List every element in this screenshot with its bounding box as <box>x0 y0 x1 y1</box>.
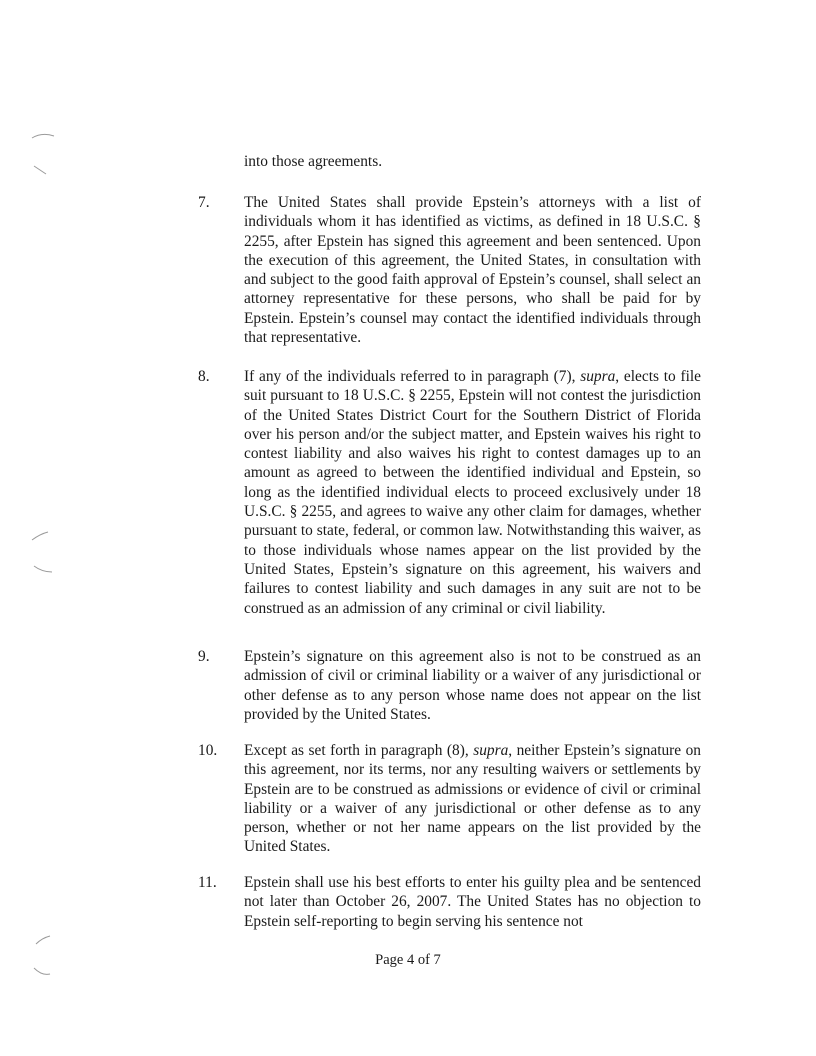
intro-text: into those agreements. <box>244 153 383 170</box>
paragraph-number-10: 10. <box>198 742 218 759</box>
paragraph-8-text-after: , elects to file suit pursuant to 18 U.S.C. § 2255, Epstein will not contest the jurisdiction of the United States District Court for the Southern District of Florida over his person and/or the subject matter, and Epstein waives his right to contest liability and also waives his right to contest damages up to an amount as agreed to between the identified individual and Epstein, so long as the identified individual elects to proceed exclusively under 18 U.S.C. § 2255, and agrees to waive any other claim for damages, whether pursuant to state, federal, or common law. Notwithstanding this waiver, as to those individuals whose names appear on the list provided by the United States, Epstein’s signature on this agreement, his waivers and failures to contest liability and such damages in any suit are not to be construed as an admission of any criminal or civil liability. <box>244 368 701 617</box>
scan-artifact-top <box>28 128 68 178</box>
paragraph-10-text-after: , neither Epstein’s signature on this agreement, nor its terms, nor any resulting waivers or settlements by Epstein are to be construed as admissions or evidence of civil or criminal liability or a waiver of any jurisdictional or other defense as to any person, whether or not her name appears on the list provided by the United States. <box>244 742 702 856</box>
paragraph-8-text <box>244 367 701 618</box>
paragraph-number-11: 11. <box>198 874 217 891</box>
paragraph-8-emphasis: supra <box>580 368 616 385</box>
paragraph-number-7: 7. <box>198 194 210 211</box>
paragraph-number-9: 9. <box>198 648 210 665</box>
paragraph-11-text: Epstein shall use his best efforts to enter his guilty plea and be sentenced not later than October 26, 2007. The United States has no objection to Epstein self-reporting to begin serving his sentence not <box>244 874 701 930</box>
scan-artifact-middle <box>26 528 66 578</box>
paragraph-7-text: The United States shall provide Epstein’s attorneys with a list of individuals whom it has identified as victims, as defined in 18 U.S.C. § 2255, after Epstein has signed this agreement and been sentenced. Upon the execution of this agreement, the United States, in consultation with and subject to the good faith approval of Epstein’s counsel, shall select an attorney representative for these persons, who shall be paid for by Epstein. Epstein’s counsel may contact the identified individuals through that representative. <box>244 194 701 347</box>
page-footer: Page 4 of 7 <box>375 952 441 968</box>
paragraph-8-text-before: If any of the individuals referred to in paragraph (7), <box>244 368 581 385</box>
paragraph-number-8: 8. <box>198 368 210 385</box>
paragraph-10-text-before: Except as set forth in paragraph (8), <box>244 742 474 759</box>
paragraph-10-text <box>244 741 701 857</box>
paragraph-9-text: Epstein’s signature on this agreement also is not to be construed as an admission of civil or criminal liability or a waiver of any jurisdictional or other defense as to any person whose name does not appear on the list provided by the United States. <box>244 648 701 723</box>
paragraph-10-emphasis: supra <box>473 742 509 759</box>
